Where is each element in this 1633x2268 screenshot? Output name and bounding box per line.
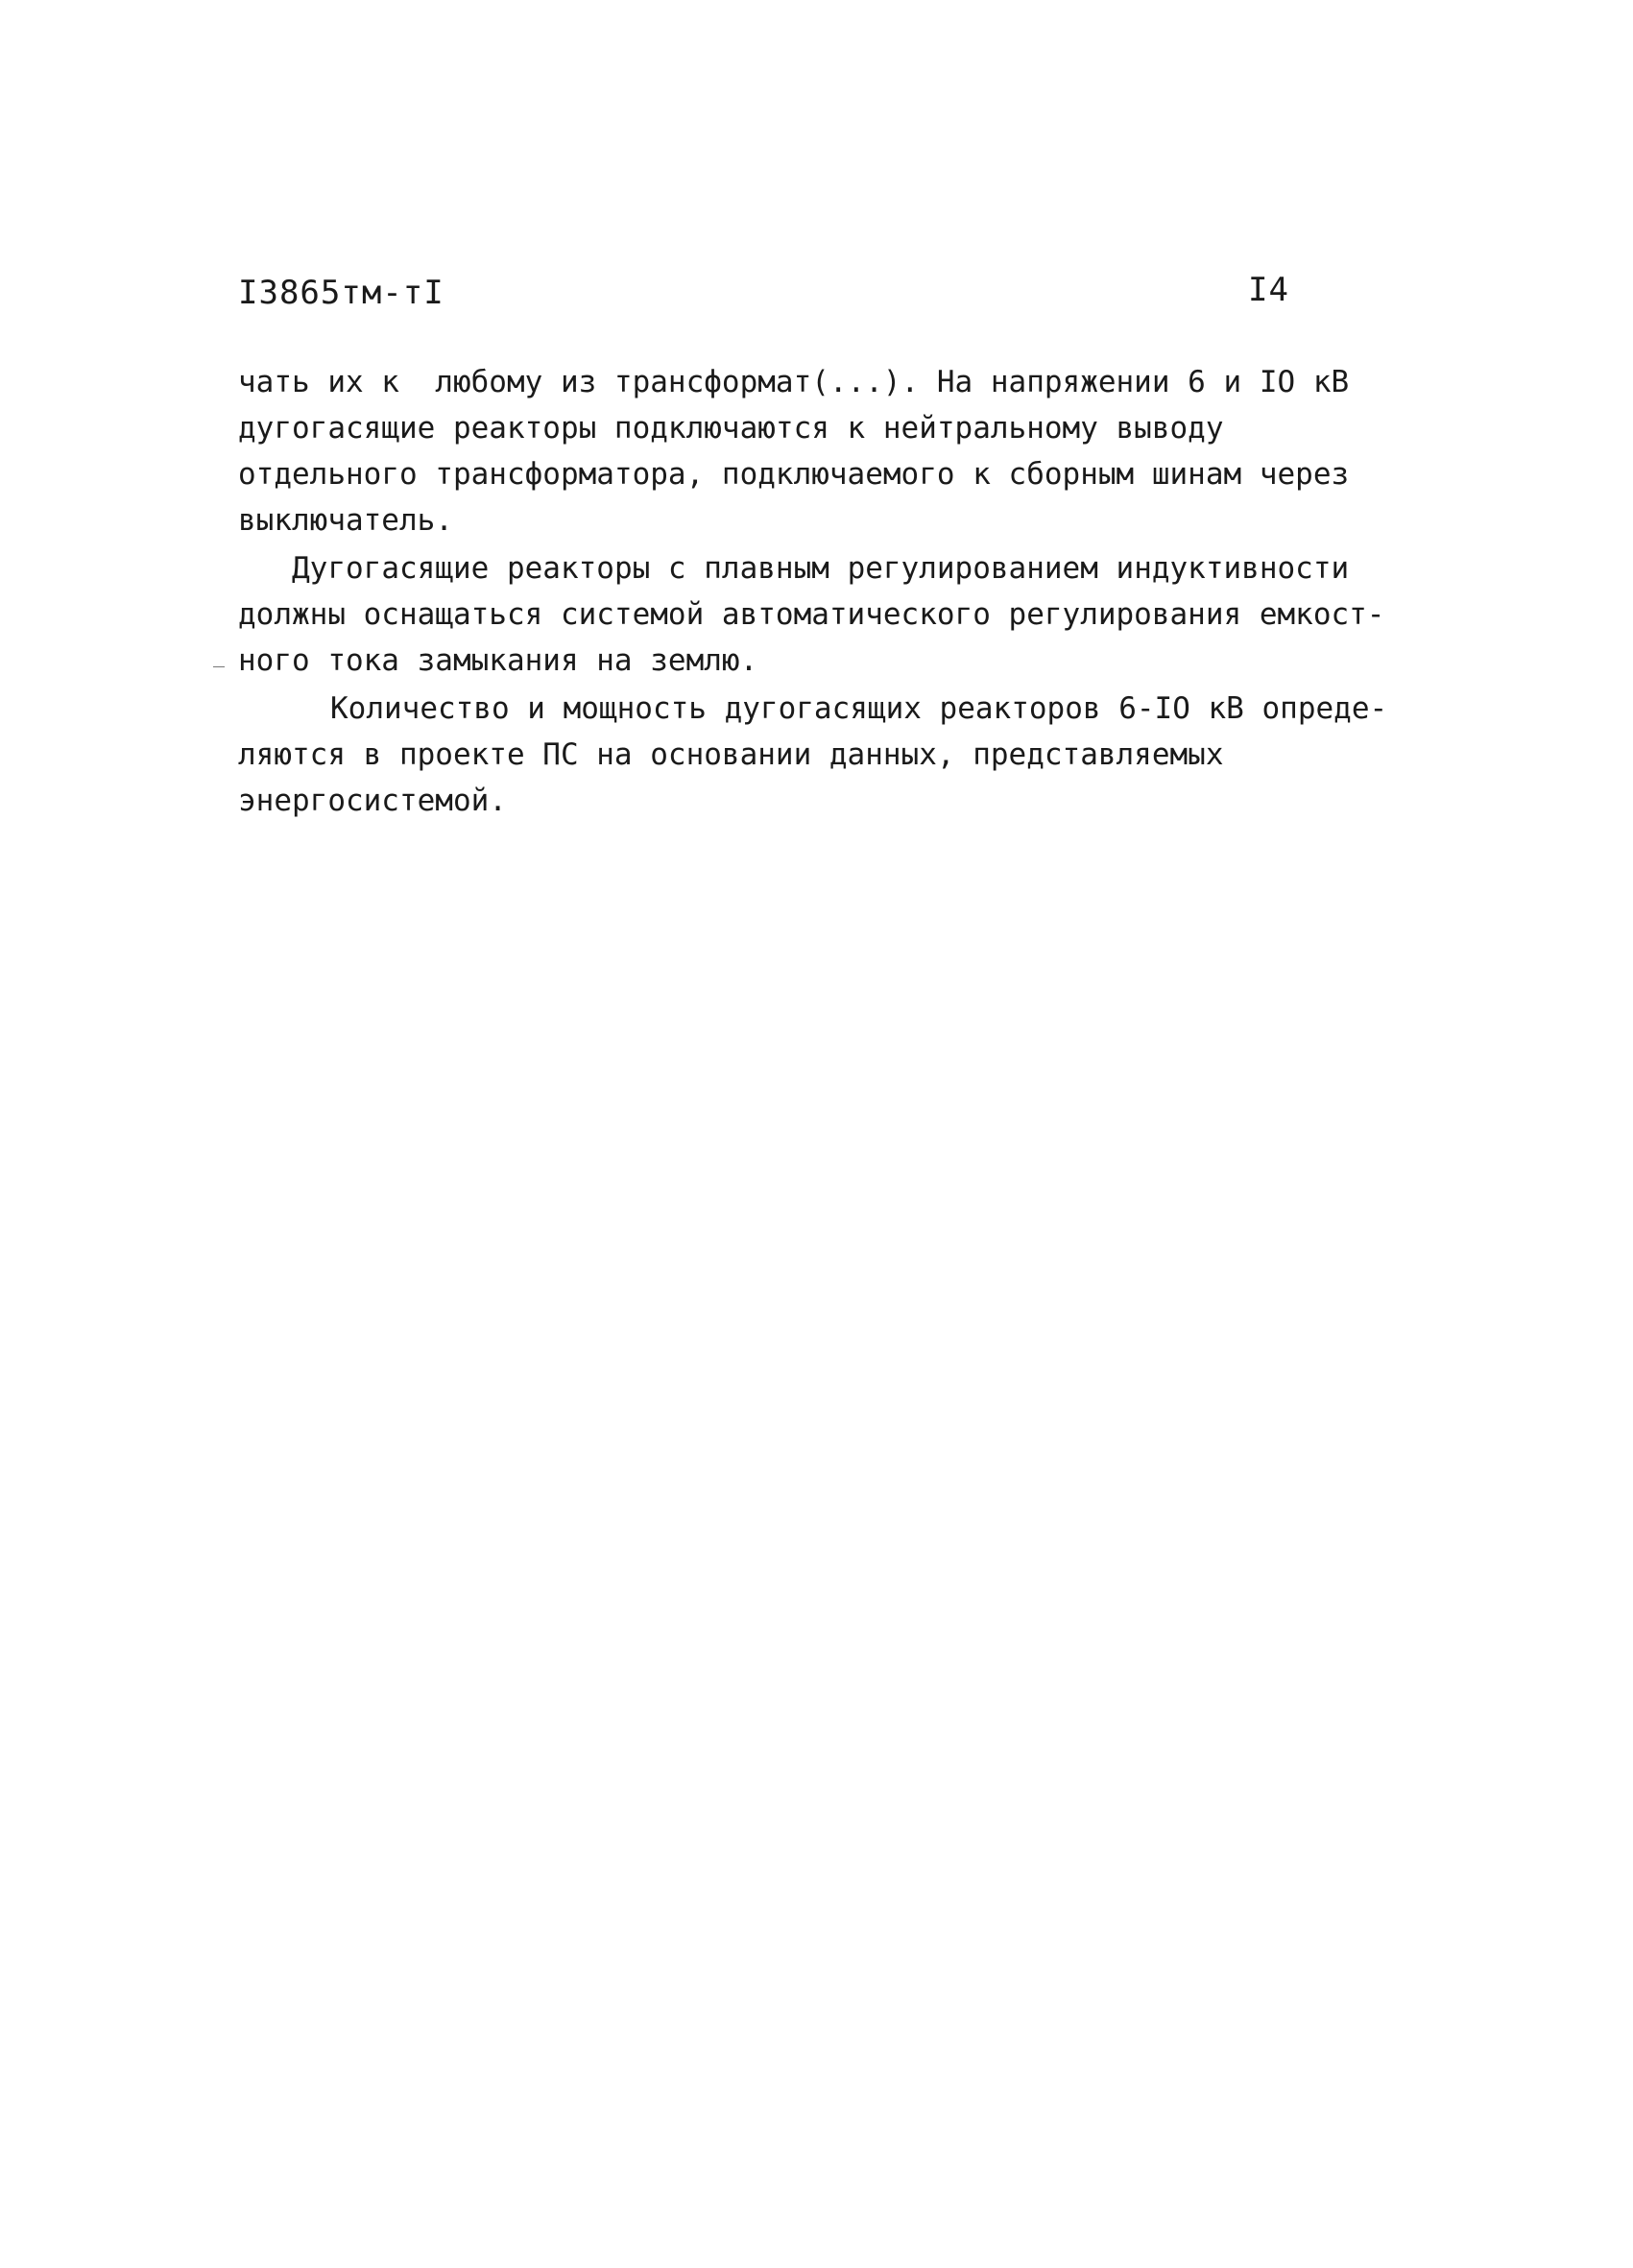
text-line: отдельного трансформатора, подключаемого к сборным шинам через xyxy=(238,457,1350,492)
text-line: чать их к любому из трансформат(...). На напряжении 6 и IО кВ xyxy=(238,365,1350,399)
page-number: I4 xyxy=(1248,271,1289,309)
paragraph-3 xyxy=(238,686,1429,824)
text-line: Количество и мощность дугогасящих реакторов 6-IО кВ опреде- xyxy=(330,691,1388,726)
body-text xyxy=(238,359,1429,824)
text-line: ляются в проекте ПС на основании данных, представляемых xyxy=(238,737,1224,772)
text-line: выключатель. xyxy=(238,503,453,538)
text-line: ного тока замыкания на землю. xyxy=(238,643,758,678)
margin-mark xyxy=(213,666,225,667)
paragraph-1 xyxy=(238,359,1429,543)
text-line: Дугогасящие реакторы с плавным регулированием индуктивности xyxy=(292,551,1350,586)
text-line: дугогасящие реакторы подключаются к нейтральному выводу xyxy=(238,411,1224,446)
paragraph-2 xyxy=(238,545,1429,684)
text-line: должны оснащаться системой автоматического регулирования емкост- xyxy=(238,597,1385,632)
document-code: I3865тм-тI xyxy=(238,274,444,312)
text-line: энергосистемой. xyxy=(238,784,507,818)
